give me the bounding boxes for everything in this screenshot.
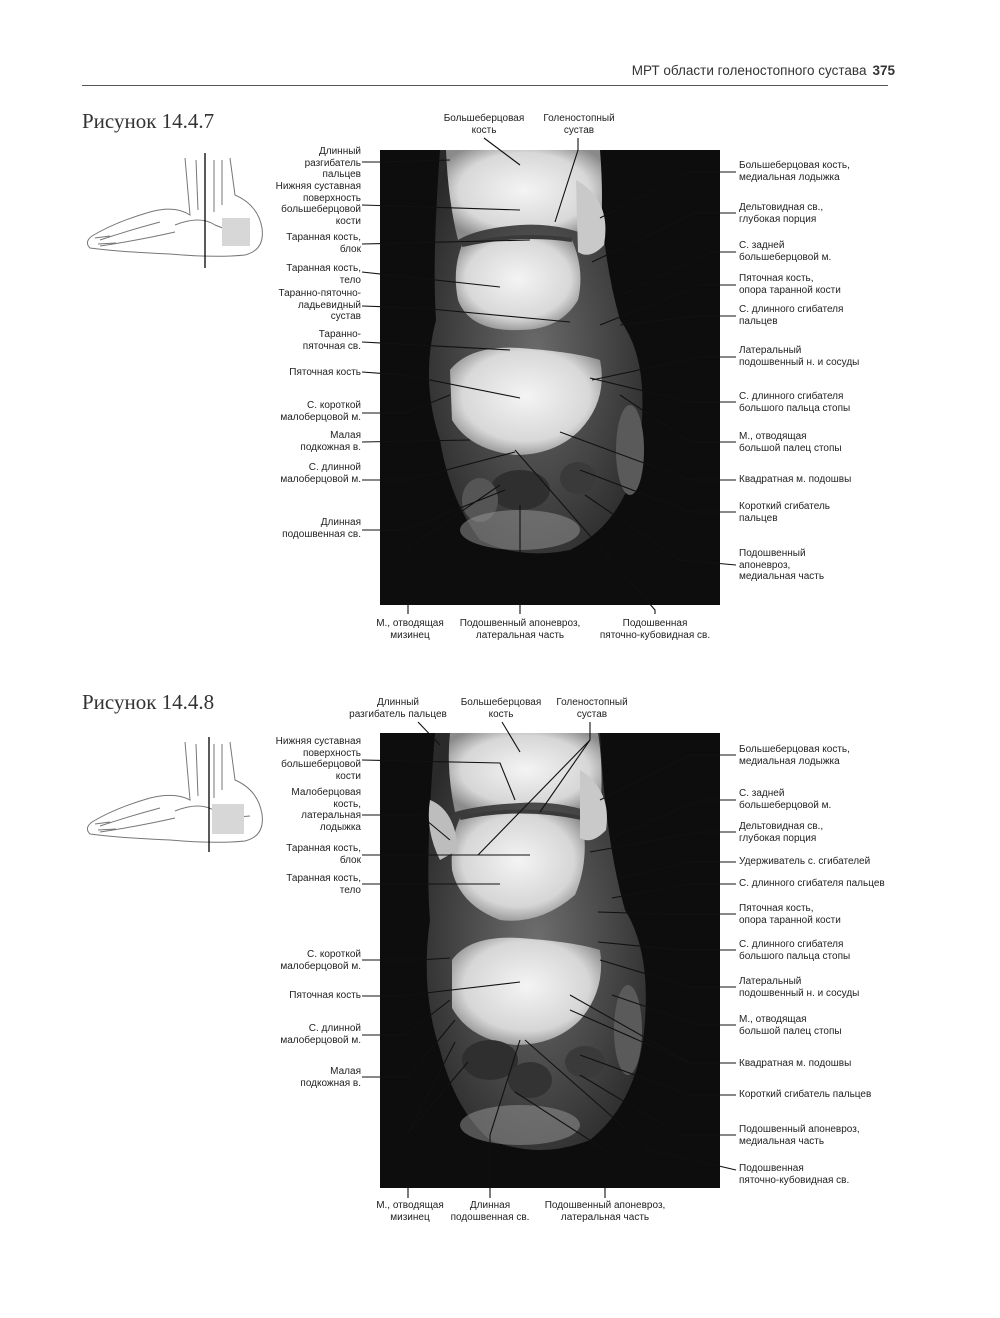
fig2-label-flexor-retinaculum: Удерживатель с. сгибателей (739, 856, 871, 867)
fig1-label-talocalcaneal-ligament: Таранно- пяточная св. (302, 329, 361, 352)
fig2-label-abductor-hallucis: М., отводящая большой палец стопы (739, 1014, 842, 1037)
fig1-label-plantar-calcaneocuboid-ligament: Подошвенная пяточно-кубовидная св. (599, 618, 711, 641)
fig1-label-medial-malleolus: Большеберцовая кость, медиальная лодыжка (739, 160, 850, 183)
fig1-label-fdl-tendon: С. длинного сгибателя пальцев (739, 304, 844, 327)
figure-2-title: Рисунок 14.4.8 (82, 690, 215, 714)
fig1-label-talus-body: Таранная кость, тело (286, 263, 361, 286)
fig2-label-plantar-aponeurosis-medial: Подошвенный апоневроз, медиальная часть (739, 1124, 860, 1147)
fig2-label-plantar-calcaneocuboid-ligament: Подошвенная пяточно-кубовидная св. (739, 1163, 850, 1186)
fig2-label-quadratus-plantae: Квадратная м. подошвы (739, 1058, 852, 1069)
fig2-label-lateral-plantar-nerve-vessels: Латеральный подошвенный н. и сосуды (739, 976, 860, 999)
fig1-label-long-plantar-ligament: Длинная подошвенная св. (282, 517, 361, 540)
fig1-label-tibia-inferior-articular-surface: Нижняя суставная поверхность большеберцовой кости (275, 181, 361, 228)
fig1-label-peroneus-longus-tendon: С. длинной малоберцовой м. (280, 462, 361, 485)
fig1-label-quadratus-plantae: Квадратная м. подошвы (739, 474, 852, 485)
fig2-label-flexor-digitorum-brevis: Короткий сгибатель пальцев (739, 1089, 872, 1100)
fig1-label-small-saphenous-vein: Малая подкожная в. (300, 430, 361, 453)
fig2-label-sustentaculum-tali: Пяточная кость, опора таранной кости (739, 903, 841, 926)
fig2-label-peroneus-brevis-tendon: С. короткой малоберцовой м. (280, 949, 361, 972)
fig2-label-long-plantar-ligament: Длинная подошвенная св. (450, 1200, 530, 1223)
fig2-label-peroneus-longus-tendon: С. длинной малоберцовой м. (280, 1023, 361, 1046)
fig2-label-tibia-inferior-articular-surface: Нижняя суставная поверхность большеберцовой кости (275, 736, 361, 783)
fig2-label-fhl-tendon: С. длинного сгибателя большого пальца стопы (739, 939, 851, 962)
fig1-label-deltoid-deep: Дельтовидная св., глубокая порция (739, 202, 824, 225)
fig2-label-tibia: Большеберцовая кость (460, 697, 542, 720)
fig2-label-tibialis-posterior-tendon: С. задней большеберцовой м. (739, 788, 832, 811)
fig1-label-extensor-digitorum-longus: Длинный разгибатель пальцев (304, 146, 361, 181)
fig1-label-flexor-digitorum-brevis: Короткий сгибатель пальцев (739, 501, 831, 524)
fig2-label-plantar-aponeurosis-lateral: Подошвенный апоневроз, латеральная часть (544, 1200, 666, 1223)
fig2-label-medial-malleolus: Большеберцовая кость, медиальная лодыжка (739, 744, 850, 767)
fig2-label-ankle-joint: Голеностопный сустав (556, 697, 628, 720)
fig2-label-small-saphenous-vein: Малая подкожная в. (300, 1066, 361, 1089)
fig2-label-deltoid-deep: Дельтовидная св., глубокая порция (739, 821, 824, 844)
fig2-label-fdl-tendon: С. длинного сгибателя пальцев (739, 878, 885, 889)
fig1-label-abductor-hallucis: М., отводящая большой палец стопы (739, 431, 842, 454)
fig1-label-abductor-digiti-minimi: М., отводящая мизинец (376, 618, 444, 641)
fig1-label-peroneus-brevis-tendon: С. короткой малоберцовой м. (280, 400, 361, 423)
fig1-label-plantar-aponeurosis-lateral: Подошвенный апоневроз, латеральная часть (459, 618, 581, 641)
fig1-label-talocalcaneonavicular-joint: Таранно-пяточно- ладьевидный сустав (278, 288, 361, 323)
figure-1-title: Рисунок 14.4.7 (82, 109, 215, 133)
fig2-label-talus-trochlea: Таранная кость, блок (286, 843, 361, 866)
fig2-label-extensor-digitorum-longus: Длинный разгибатель пальцев (349, 697, 447, 720)
fig1-label-lateral-plantar-nerve-vessels: Латеральный подошвенный н. и сосуды (739, 345, 860, 368)
fig1-label-plantar-aponeurosis-medial: Подошвенный апоневроз, медиальная часть (739, 548, 825, 583)
fig1-label-fhl-tendon: С. длинного сгибателя большого пальца стопы (739, 391, 851, 414)
fig2-label-lateral-malleolus: Малоберцовая кость, латеральная лодыжка (291, 787, 361, 834)
fig2-label-abductor-digiti-minimi: М., отводящая мизинец (376, 1200, 444, 1223)
fig1-label-sustentaculum-tali: Пяточная кость, опора таранной кости (739, 273, 841, 296)
page-number: 375 (872, 63, 895, 78)
fig1-label-tibia: Большеберцовая кость (443, 113, 525, 136)
fig1-label-ankle-joint: Голеностопный сустав (543, 113, 615, 136)
fig1-label-tibialis-posterior-tendon: С. задней большеберцовой м. (739, 240, 832, 263)
running-title: МРТ области голеностопного сустава (631, 63, 867, 78)
fig2-label-calcaneus: Пяточная кость (289, 990, 361, 1001)
fig1-label-talus-trochlea: Таранная кость, блок (286, 232, 361, 255)
fig1-label-calcaneus: Пяточная кость (289, 367, 361, 378)
fig2-label-talus-body: Таранная кость, тело (286, 873, 361, 896)
